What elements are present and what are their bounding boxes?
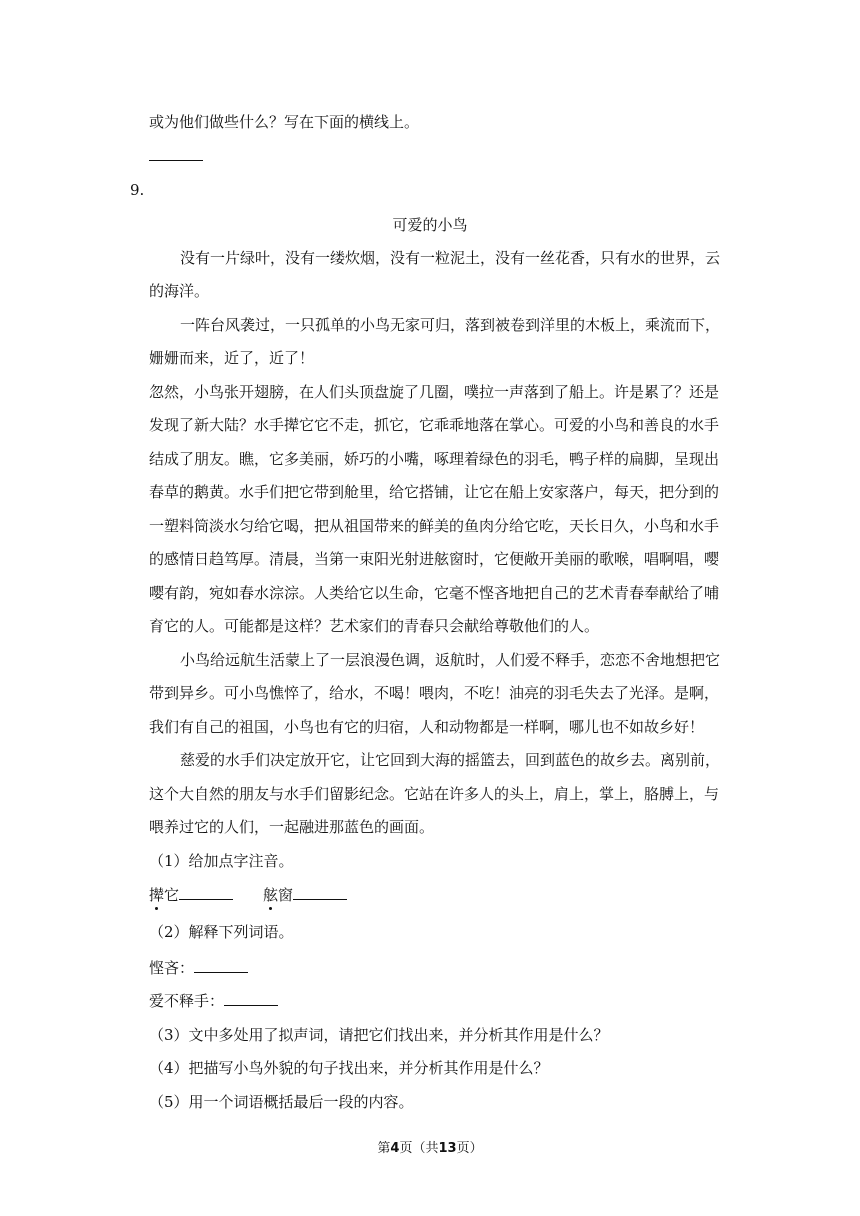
passage-line: 姗姗而来，近了，近了！ (149, 349, 315, 367)
passage-line: 忽然，小鸟张开翅膀，在人们头顶盘旋了几圈，噗拉一声落到了船上。许是累了？还是 (149, 383, 720, 401)
total-pages: 13 (438, 1141, 457, 1156)
definition-label: 爱不释手： (149, 992, 225, 1010)
prev-answer-blank[interactable] (149, 146, 203, 166)
subquestion-3: （3）文中多处用了拟声词，请把它们找出来，并分析其作用是什么？ (149, 1026, 609, 1044)
definition-item (149, 958, 248, 978)
passage-line: 没有一片绿叶，没有一缕炊烟，没有一粒泥土，没有一丝花香，只有水的世界，云 (180, 249, 721, 267)
definition-label: 悭吝： (149, 959, 195, 977)
passage-line: 嘤有韵，宛如春水淙淙。人类给它以生命，它毫不悭吝地把自己的艺术青春奉献给了哺 (149, 584, 720, 602)
passage-line: 的海洋。 (149, 282, 210, 300)
passage-line: 春草的鹅黄。水手们把它带到舱里，给它搭铺，让它在船上安家落户，每天，把分到的 (149, 483, 720, 501)
page-number: 4 (390, 1141, 400, 1156)
passage-line: 我们有自己的祖国，小鸟也有它的归宿，人和动物都是一样啊，哪儿也不如故乡好！ (149, 718, 705, 736)
dotted-char: 撵 (149, 886, 165, 904)
answer-blank[interactable] (179, 885, 233, 900)
word-rest: 窗 (278, 886, 294, 904)
passage-line: 慈爱的水手们决定放开它，让它回到大海的摇篮去，回到蓝色的故乡去。离别前， (180, 751, 721, 769)
subquestion-5: （5）用一个词语概括最后一段的内容。 (149, 1093, 414, 1111)
footer-prefix: 第 (377, 1141, 391, 1156)
answer-blank[interactable] (293, 885, 347, 900)
passage-line: 结成了朋友。瞧，它多美丽，娇巧的小嘴，啄理着绿色的羽毛，鸭子样的扁脚，呈现出 (149, 450, 720, 468)
answer-blank[interactable] (224, 991, 278, 1006)
passage-line: 一塑料筒淡水匀给它喝，把从祖国带来的鲜美的鱼肉分给它吃，天长日久，小鸟和水手 (149, 517, 720, 535)
question-number: 9. (130, 181, 145, 199)
footer-suffix: 页） (456, 1141, 483, 1156)
word-rest: 它 (164, 886, 180, 904)
passage-line: 带到异乡。可小鸟憔悴了，给水，不喝！喂肉，不吃！油亮的羽毛失去了光泽。是啊， (149, 684, 720, 702)
passage-line: 喂养过它的人们，一起融进那蓝色的画面。 (149, 818, 435, 836)
page-footer (0, 1140, 860, 1158)
passage-line: 小鸟给远航生活蒙上了一层浪漫色调，返航时，人们爱不释手，恋恋不舍地想把它 (180, 651, 721, 669)
passage-title: 可爱的小鸟 (392, 216, 468, 234)
subquestion-4: （4）把描写小鸟外貌的句子找出来，并分析其作用是什么？ (149, 1059, 549, 1077)
prev-question-tail: 或为他们做些什么？写在下面的横线上。 (149, 113, 420, 131)
footer-middle: 页（共 (399, 1141, 439, 1156)
subquestion-2: （2）解释下列词语。 (149, 923, 294, 941)
subquestion-1: （1）给加点字注音。 (149, 852, 294, 870)
passage-line: 一阵台风袭过，一只孤单的小鸟无家可归，落到被卷到洋里的木板上，乘流而下， (180, 316, 721, 334)
answer-blank[interactable] (194, 958, 248, 973)
passage-line: 的感情日趋笃厚。清晨，当第一束阳光射进舷窗时，它便敞开美丽的歌喉，唱啊唱，嘤 (149, 550, 720, 568)
passage-line: 发现了新大陆？水手撵它它不走，抓它，它乖乖地落在掌心。可爱的小鸟和善良的水手 (149, 416, 720, 434)
definition-item (149, 991, 278, 1011)
passage-line: 这个大自然的朋友与水手们留影纪念。它站在许多人的头上，肩上，掌上，胳膊上，与 (149, 785, 720, 803)
dotted-char: 舷 (263, 886, 279, 904)
passage-line: 育它的人。可能都是这样？艺术家们的青春只会献给尊敬他们的人。 (149, 617, 600, 635)
pinyin-answers (149, 885, 347, 905)
